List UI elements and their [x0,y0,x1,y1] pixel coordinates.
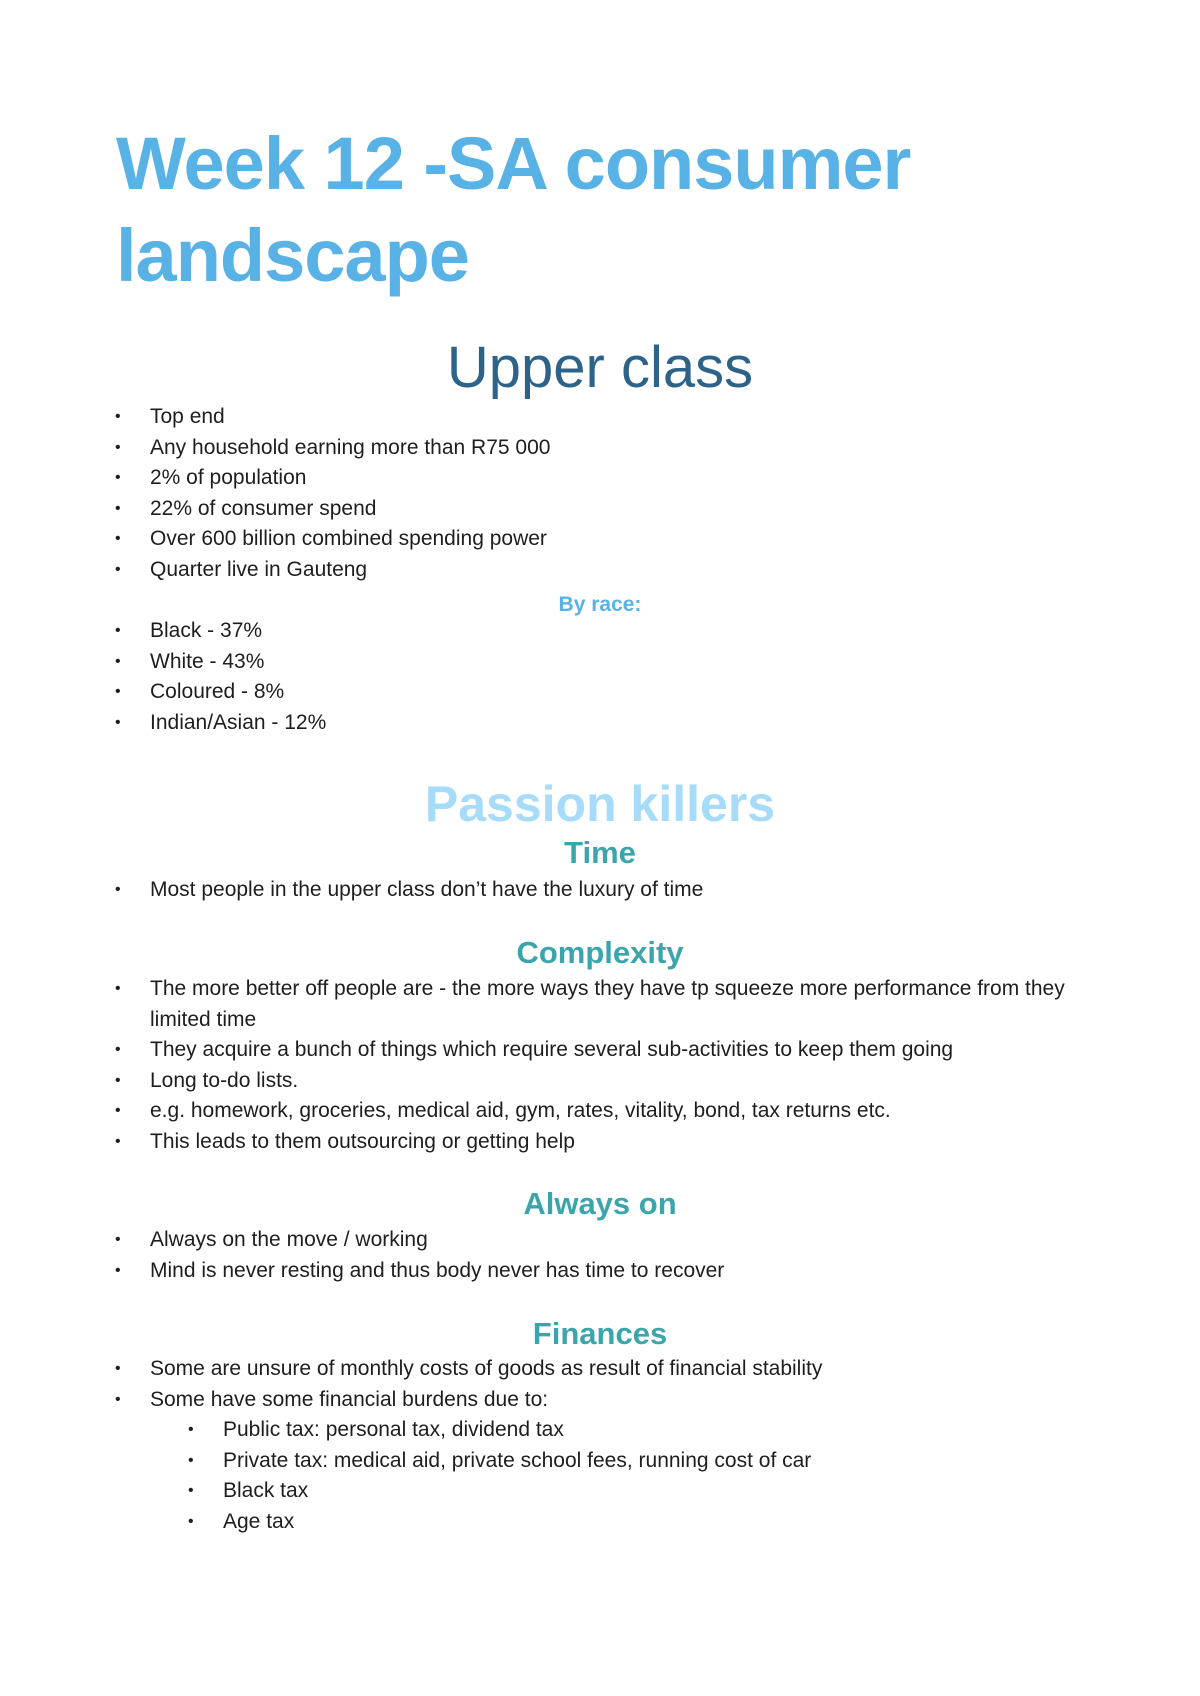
bullet-icon: • [115,1360,121,1377]
bullet-icon: • [115,1261,121,1279]
sub-list-item: • Public tax: personal tax, dividend tax [223,1415,1110,1446]
list-item: • Indian/Asian - 12% [150,708,1110,739]
list-item: • 22% of consumer spend [150,494,1110,525]
sub-list-item: • Private tax: medical aid, private school fees, running cost of car [223,1446,1110,1477]
list-item: • This leads to them outsourcing or getting help [150,1127,1110,1158]
sub-list-item: • Age tax [223,1507,1110,1538]
bullet-icon: • [188,1512,194,1530]
finances-heading: Finances [532,1316,668,1351]
list-item: • Over 600 billion combined spending power [150,524,1110,555]
by-race-heading: By race: [558,593,642,616]
list-item: • Top end [150,402,1110,433]
always-on-list [115,1225,1110,1286]
bullet-icon: • [188,1451,194,1469]
bullet-icon: • [115,713,121,731]
bullet-icon: • [115,1390,121,1408]
bullet-icon: • [115,1231,121,1248]
page-title: Week 12 -SA consumer landscape [116,122,911,297]
bullet-icon: • [115,1071,121,1089]
bullet-icon: • [115,560,121,578]
bullet-icon: • [115,438,121,456]
bullet-icon: • [115,1102,121,1120]
bullet-icon: • [115,530,121,548]
list-item: • Coloured - 8% [150,677,1110,708]
bullet-icon: • [115,1041,121,1059]
complexity-list [115,974,1110,1158]
list-item: • Any household earning more than R75 000 [150,433,1110,464]
bullet-icon: • [115,683,121,701]
list-item: • Most people in the upper class don’t have the luxury of time [150,875,1110,906]
list-item: • White - 43% [150,647,1110,678]
list-item: • Always on the move / working [150,1225,1110,1256]
list-item: • Black - 37% [150,616,1110,647]
bullet-icon: • [115,980,121,997]
bullet-icon: • [115,881,121,898]
list-item: • Quarter live in Gauteng [150,555,1110,586]
bullet-icon: • [188,1421,194,1439]
list-item: • The more better off people are - the more ways they have tp squeeze more performance from they limited time [150,974,1110,1035]
list-item: • Long to-do lists. [150,1066,1110,1097]
upper-class-list [115,402,1110,586]
finances-list [115,1354,1110,1538]
passion-killers-heading: Passion killers [424,776,776,832]
upper-class-heading: Upper class [446,335,754,400]
list-item: • Mind is never resting and thus body never has time to recover [150,1256,1110,1287]
list-item: • Some are unsure of monthly costs of goods as result of financial stability [150,1354,1110,1385]
bullet-icon: • [115,469,121,487]
bullet-icon: • [115,499,121,517]
bullet-icon: • [115,408,121,425]
list-item: • They acquire a bunch of things which require several sub-activities to keep them going [150,1035,1110,1066]
race-list [115,616,1110,738]
list-item: • 2% of population [150,463,1110,494]
list-item: • e.g. homework, groceries, medical aid, gym, rates, vitality, bond, tax returns etc. [150,1096,1110,1127]
complexity-heading: Complexity [516,935,684,970]
always-on-heading: Always on [523,1186,677,1221]
list-item: • Some have some financial burdens due to: [150,1385,1110,1416]
bullet-icon: • [115,1132,121,1150]
bullet-icon: • [115,652,121,670]
time-heading: Time [564,835,636,870]
sub-list-item: • Black tax [223,1476,1110,1507]
bullet-icon: • [115,622,121,639]
bullet-icon: • [188,1482,194,1500]
time-list [115,875,1110,906]
